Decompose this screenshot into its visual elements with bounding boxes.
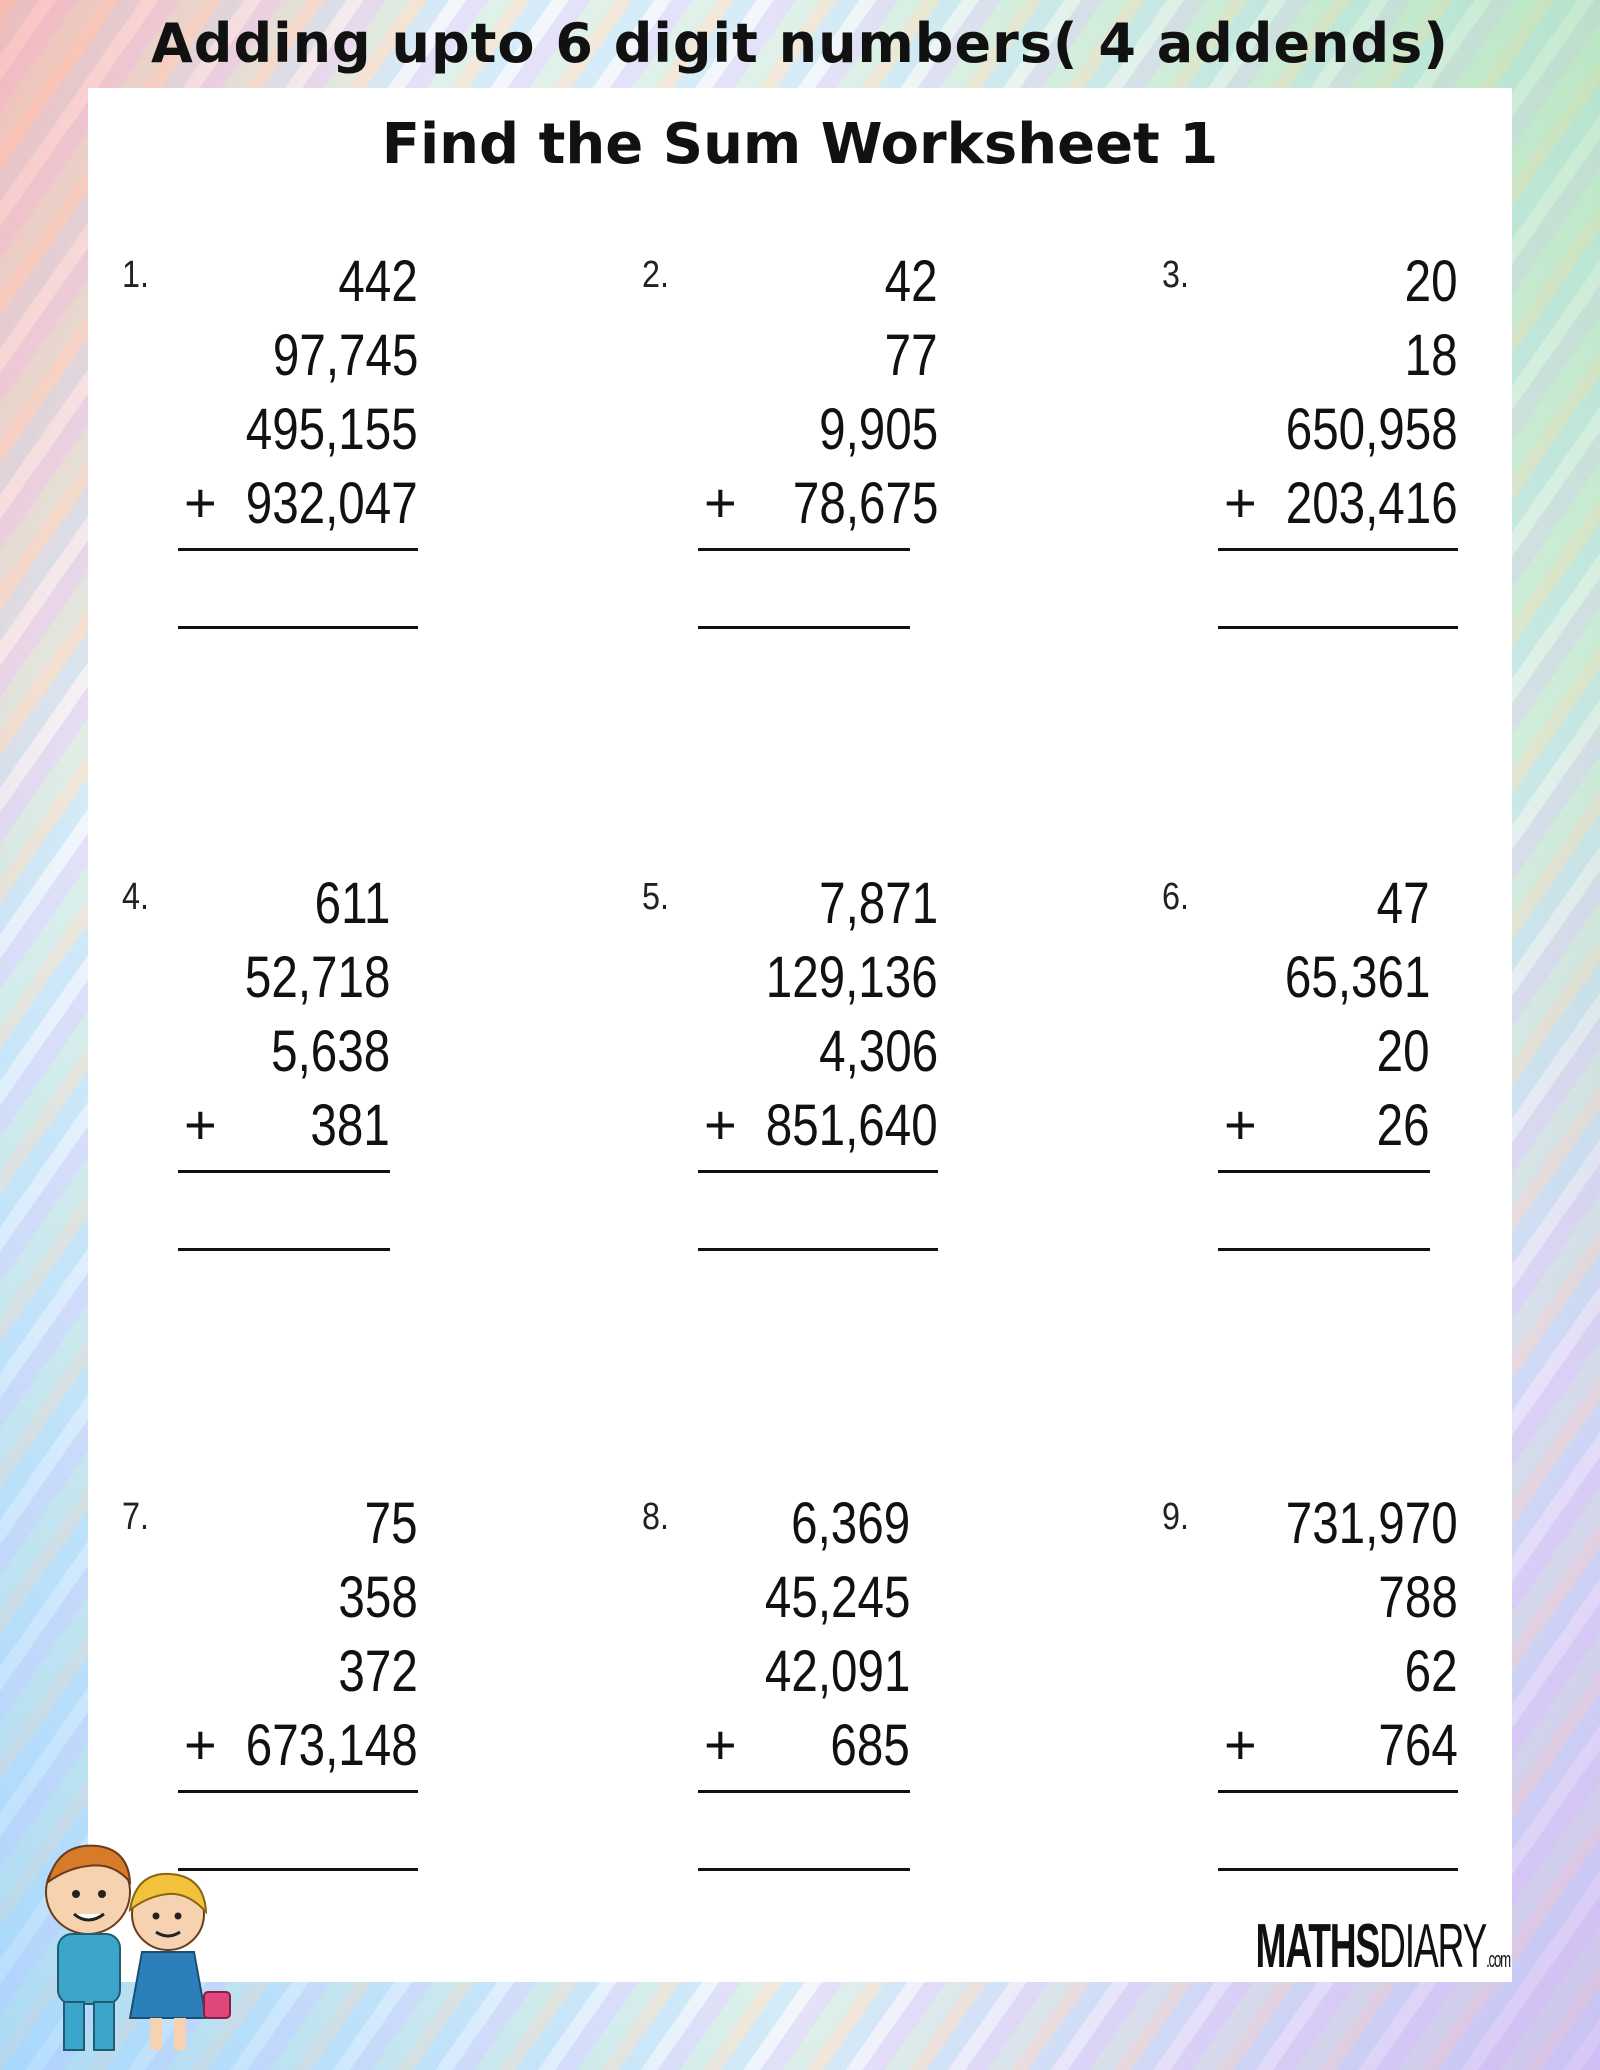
problem-8: [608, 1490, 1068, 1820]
plus-sign: +: [704, 471, 737, 534]
addend: 4,306: [818, 1019, 938, 1084]
children-illustration: [18, 1822, 238, 2062]
problem-9: [1128, 1490, 1588, 1820]
plus-sign: +: [184, 1713, 217, 1776]
addend: 932,047: [246, 471, 418, 536]
addend: 75: [365, 1491, 418, 1556]
addend: 52,718: [244, 945, 390, 1010]
problem-6: [1128, 870, 1588, 1200]
problem-3: [1128, 248, 1588, 578]
addend: 77: [885, 323, 938, 388]
addend: 20: [1405, 249, 1458, 314]
sum-rule: [1218, 1170, 1430, 1173]
addend: 65,361: [1284, 945, 1430, 1010]
addend: 62: [1405, 1639, 1458, 1704]
addend: 47: [1377, 871, 1430, 936]
problem-number: 5.: [642, 876, 669, 918]
addend: 18: [1405, 323, 1458, 388]
logo-thin-text: DIARY: [1379, 1912, 1487, 1981]
plus-sign: +: [704, 1093, 737, 1156]
problem-number: 8.: [642, 1496, 669, 1538]
addend: 42: [885, 249, 938, 314]
answer-line[interactable]: [698, 1248, 938, 1251]
addend: 764: [1378, 1713, 1458, 1778]
worksheet-subtitle: Find the Sum Worksheet 1: [381, 112, 1219, 177]
addend: 495,155: [246, 397, 418, 462]
answer-line[interactable]: [698, 1868, 910, 1871]
addend: 78,675: [792, 471, 938, 536]
addend: 129,136: [766, 945, 938, 1010]
addend: 20: [1377, 1019, 1430, 1084]
logo-bold-text: MATHS: [1255, 1912, 1380, 1981]
addend: 7,871: [818, 871, 938, 936]
problem-number: 3.: [1162, 254, 1189, 296]
answer-line[interactable]: [178, 626, 418, 629]
sum-rule: [178, 1790, 418, 1793]
sum-rule: [1218, 1790, 1458, 1793]
plus-sign: +: [1224, 471, 1257, 534]
answer-line[interactable]: [1218, 1868, 1458, 1871]
answer-line[interactable]: [1218, 1248, 1430, 1251]
plus-sign: +: [184, 471, 217, 534]
sum-rule: [178, 548, 418, 551]
answer-line[interactable]: [178, 1248, 390, 1251]
answer-line[interactable]: [698, 626, 910, 629]
sum-rule: [698, 1790, 910, 1793]
addend: 203,416: [1286, 471, 1458, 536]
addend: 851,640: [766, 1093, 938, 1158]
addend: 381: [310, 1093, 390, 1158]
addend: 650,958: [1286, 397, 1458, 462]
problem-4: [88, 870, 548, 1200]
addend: 358: [338, 1565, 418, 1630]
problem-number: 7.: [122, 1496, 149, 1538]
mathsdiary-logo: [1256, 1911, 1510, 1982]
plus-sign: +: [1224, 1093, 1257, 1156]
addend: 731,970: [1286, 1491, 1458, 1556]
sum-rule: [178, 1170, 390, 1173]
problem-number: 6.: [1162, 876, 1189, 918]
problem-1: [88, 248, 548, 578]
plus-sign: +: [704, 1713, 737, 1776]
problem-2: [608, 248, 1068, 578]
sum-rule: [698, 548, 910, 551]
addend: 97,745: [272, 323, 418, 388]
problem-number: 4.: [122, 876, 149, 918]
addend: 611: [314, 871, 390, 936]
addend: 6,369: [790, 1491, 910, 1556]
addend: 788: [1378, 1565, 1458, 1630]
addend: 5,638: [270, 1019, 390, 1084]
problem-number: 2.: [642, 254, 669, 296]
plus-sign: +: [1224, 1713, 1257, 1776]
addend: 45,245: [764, 1565, 910, 1630]
logo-suffix: .com: [1486, 1947, 1510, 1972]
worksheet-sheet: [88, 88, 1512, 1982]
addend: 673,148: [246, 1713, 418, 1778]
worksheet-title: Adding upto 6 digit numbers( 4 addends): [151, 12, 1449, 75]
addend: 9,905: [818, 397, 938, 462]
addend: 442: [338, 249, 418, 314]
sum-rule: [1218, 548, 1458, 551]
sum-rule: [698, 1170, 938, 1173]
problem-number: 9.: [1162, 1496, 1189, 1538]
problem-number: 1.: [122, 254, 149, 296]
addend: 372: [338, 1639, 418, 1704]
problem-7: [88, 1490, 548, 1820]
addend: 42,091: [764, 1639, 910, 1704]
answer-line[interactable]: [1218, 626, 1458, 629]
addend: 26: [1377, 1093, 1430, 1158]
plus-sign: +: [184, 1093, 217, 1156]
addend: 685: [830, 1713, 910, 1778]
problem-5: [608, 870, 1068, 1200]
